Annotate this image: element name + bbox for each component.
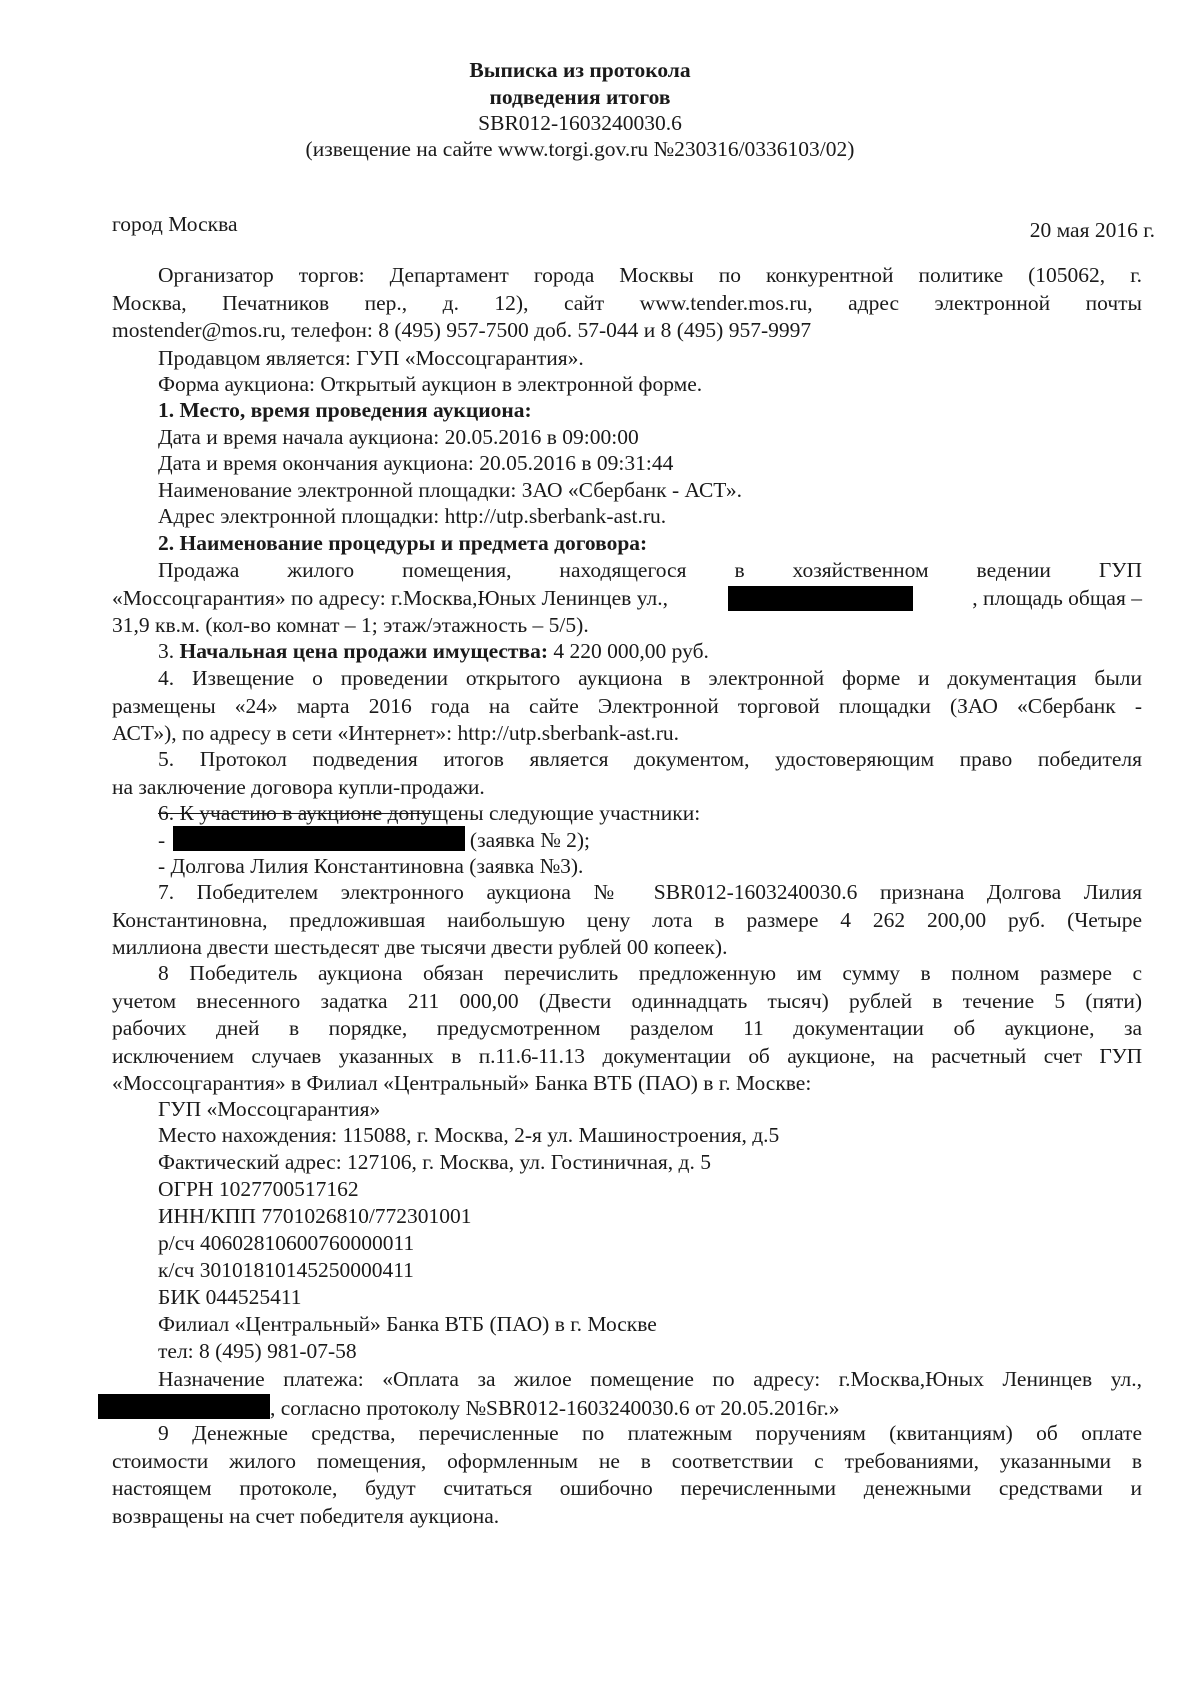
section-6-heading-rest: щены следующие участники: xyxy=(431,801,701,825)
section-8-line: учетом внесенного задатка 211 000,00 (Двести одиннадцать тысяч) рублей в течение 5 (пяти) xyxy=(112,988,1142,1013)
initial-price: 4 220 000,00 руб. xyxy=(548,639,709,663)
section-5-paragraph xyxy=(112,746,1142,801)
participant-dash: - xyxy=(158,828,166,852)
redaction-block xyxy=(173,826,465,851)
requisite-location: Место нахождения: 115088, г. Москва, 2-я ул. Машиностроения, д.5 xyxy=(158,1123,780,1147)
organizer-paragraph xyxy=(112,262,1142,345)
doc-title-line2: подведения итогов xyxy=(489,85,671,109)
section-7-line: Константиновна, предложившая наибольшую цену лота в размере 4 262 200,00 руб. (Четыре xyxy=(112,907,1142,932)
section-2-heading: 2. Наименование процедуры и предмета договора: xyxy=(158,531,648,555)
section-9-line: возвращены на счет победителя аукциона. xyxy=(112,1503,500,1528)
requisite-account: р/сч 40602810600760000011 xyxy=(158,1231,415,1255)
participant-1 xyxy=(158,826,590,855)
section-2-line: Продажа жилого помещения, находящегося в хозяйственном ведении ГУП xyxy=(158,558,1142,582)
section-8-line: исключением случаев указанных в п.11.6-11.13 документации об аукционе, на расчетный счет ГУП xyxy=(112,1043,1142,1068)
form-line: Форма аукциона: Открытый аукцион в электронной форме. xyxy=(158,372,703,396)
requisite-bik: БИК 044525411 xyxy=(158,1285,302,1309)
seller-line: Продавцом является: ГУП «Моссоцгарантия». xyxy=(158,346,584,370)
section-7-paragraph xyxy=(112,879,1142,962)
section-9-line: стоимости жилого помещения, оформленным не в соответствии с требованиями, указанными в xyxy=(112,1448,1142,1473)
organizer-line: mostender@mos.ru, телефон: 8 (495) 957-7500 доб. 57-044 и 8 (495) 957-9997 xyxy=(112,318,812,342)
doc-title-line1: Выписка из протокола xyxy=(469,58,691,82)
section-8-line: рабочих дней в порядке, предусмотренном разделом 11 документации об аукционе, за xyxy=(112,1016,1142,1040)
address-prefix: «Моссоцгарантия» по адресу: г.Москва,Юных Ленинцев ул., xyxy=(112,585,668,610)
platform-address: Адрес электронной площадки: http://utp.sberbank-ast.ru. xyxy=(158,504,667,528)
section-4-line: размещены «24» марта 2016 года на сайте Электронной торговой площадки (ЗАО «Сбербанк - xyxy=(112,693,1142,718)
payment-purpose-line: Назначение платежа: «Оплата за жилое помещение по адресу: г.Москва,Юных Ленинцев ул., xyxy=(158,1367,1142,1391)
requisite-name: ГУП «Моссоцгарантия» xyxy=(158,1097,381,1121)
payment-purpose-line-2 xyxy=(98,1394,1142,1423)
organizer-line: Москва, Печатников пер., д. 12), сайт www.tender.mos.ru, адрес электронной почты xyxy=(112,290,1142,315)
redaction-block xyxy=(728,586,913,611)
section-9-line: настоящем протоколе, будут считаться ошибочно перечисленными денежными средствами и xyxy=(112,1476,1142,1500)
section-7-line: 7. Победителем электронного аукциона № SBR012-1603240030.6 признана Долгова Лилия xyxy=(158,880,1142,904)
requisite-phone: тел: 8 (495) 981-07-58 xyxy=(158,1339,357,1363)
section-3-number: 3. xyxy=(158,639,180,663)
section-4-paragraph xyxy=(112,665,1142,748)
requisite-bank: Филиал «Центральный» Банка ВТБ (ПАО) в г. Москве xyxy=(158,1312,657,1336)
platform-name: Наименование электронной площадки: ЗАО «Сбербанк - АСТ». xyxy=(158,478,742,502)
section-2-line xyxy=(112,585,1142,613)
section-6-heading xyxy=(158,800,700,828)
section-6-heading-struck: 6. К участию в аукционе допу xyxy=(158,801,432,825)
payment-purpose-rest: , согласно протоколу №SBR012-1603240030.6 от 20.05.2016г.» xyxy=(270,1395,840,1420)
section-2-paragraph xyxy=(112,557,1142,640)
area-text: , площадь общая – xyxy=(972,585,1142,610)
section-9-line: 9 Денежные средства, перечисленные по платежным поручениям (квитанциям) об оплате xyxy=(158,1421,1142,1445)
section-2-line: 31,9 кв.м. (кол-во комнат – 1; этаж/этажность – 5/5). xyxy=(112,613,589,637)
requisite-corr-account: к/сч 30101810145250000411 xyxy=(158,1258,414,1282)
section-9-paragraph xyxy=(112,1420,1142,1530)
auction-end: Дата и время окончания аукциона: 20.05.2016 в 09:31:44 xyxy=(158,451,674,475)
requisite-ogrn: ОГРН 1027700517162 xyxy=(158,1177,359,1201)
auction-start: Дата и время начала аукциона: 20.05.2016 в 09:00:00 xyxy=(158,425,639,449)
date: 20 мая 2016 г. xyxy=(1029,218,1155,242)
section-5-line: на заключение договора купли-продажи. xyxy=(112,774,485,799)
place: город Москва xyxy=(112,212,238,236)
section-8-line: «Моссоцгарантия» в Филиал «Центральный» Банка ВТБ (ПАО) в г. Москве: xyxy=(112,1071,812,1095)
participant-2: - Долгова Лилия Константиновна (заявка №3). xyxy=(158,854,584,878)
section-3-line xyxy=(158,638,709,666)
section-8-line: 8 Победитель аукциона обязан перечислить предложенную им сумму в полном размере с xyxy=(158,961,1142,985)
section-3-label: Начальная цена продажи имущества: xyxy=(179,639,549,663)
protocol-code: SBR012-1603240030.6 xyxy=(478,111,682,135)
organizer-line: Организатор торгов: Департамент города Москвы по конкурентной политике (105062, г. xyxy=(158,263,1142,287)
section-4-line: 4. Извещение о проведении открытого аукциона в электронной форме и документация были xyxy=(158,666,1142,690)
payment-purpose-paragraph xyxy=(112,1366,1142,1422)
participant-1-bid: (заявка № 2); xyxy=(464,828,590,852)
requisite-inn-kpp: ИНН/КПП 7701026810/772301001 xyxy=(158,1204,472,1228)
redaction-block xyxy=(98,1394,270,1419)
section-8-paragraph xyxy=(112,960,1142,1098)
notice-line: (извещение на сайте www.torgi.gov.ru №230316/0336103/02) xyxy=(305,137,855,161)
section-5-line: 5. Протокол подведения итогов является документом, удостоверяющим право победителя xyxy=(158,747,1142,771)
section-1-heading: 1. Место, время проведения аукциона: xyxy=(158,398,532,422)
section-4-line: АСТ»), по адресу в сети «Интернет»: http://utp.sberbank-ast.ru. xyxy=(112,721,680,745)
requisite-actual-address: Фактический адрес: 127106, г. Москва, ул. Гостиничная, д. 5 xyxy=(158,1150,711,1174)
section-7-line: миллиона двести шестьдесят две тысячи двести рублей 00 копеек). xyxy=(112,935,728,959)
